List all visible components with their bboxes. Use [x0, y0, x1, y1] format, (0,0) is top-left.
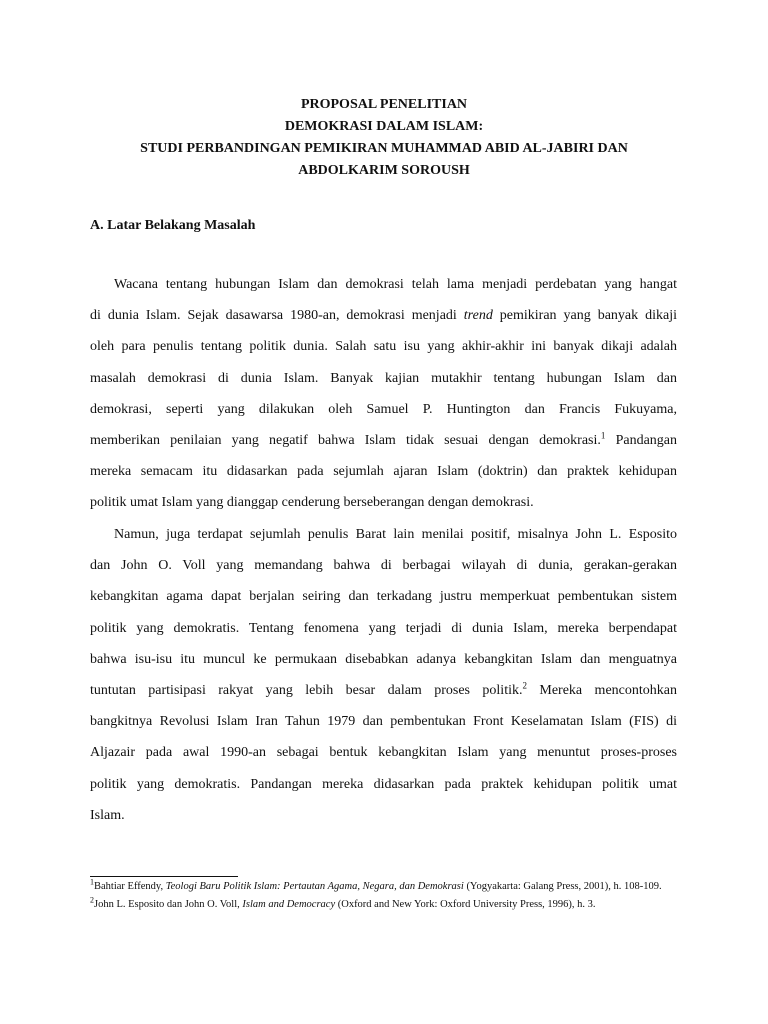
- paragraph-line: Namun, juga terdapat sejumlah penulis Barat lain menilai positif, misalnya John L. Esposito: [114, 527, 677, 542]
- paragraph-line: politik umat Islam yang dianggap cenderung berseberangan dengan demokrasi.: [90, 495, 534, 511]
- paragraph-line: Islam.: [90, 807, 125, 823]
- title-line-3: STUDI PERBANDINGAN PEMIKIRAN MUHAMMAD ABID AL-JABIRI DAN: [140, 141, 628, 156]
- paragraph-line: bangkitnya Revolusi Islam Iran Tahun 1979 dan pembentukan Front Keselamatan Islam (FIS) di: [90, 714, 677, 730]
- paragraph-1: [90, 269, 677, 519]
- text-run: Pandangan: [605, 433, 677, 449]
- text-run: Mereka mencontohkan: [526, 683, 677, 699]
- footnote-book-title: Islam and Democracy: [242, 899, 336, 910]
- paragraph-line: [90, 425, 677, 456]
- paragraph-line: kebangkitan agama dapat berjalan seiring dan terkadang justru memperkuat pembentukan sistem: [90, 589, 677, 605]
- footnote-number: 2: [90, 895, 94, 905]
- footnote-text: John L. Esposito dan John O. Voll,: [94, 899, 243, 910]
- footnote-ref-2[interactable]: 2: [522, 680, 527, 691]
- section-heading: A. Latar Belakang Masalah: [90, 218, 256, 233]
- paragraph-line: masalah demokrasi di dunia Islam. Banyak kajian mutakhir tentang hubungan Islam dan: [90, 370, 677, 386]
- footnote-separator: [90, 876, 238, 877]
- paragraph-line: mereka semacam itu didasarkan pada sejumlah ajaran Islam (doktrin) dan praktek kehidupan: [90, 464, 677, 480]
- paragraph-2: [90, 519, 677, 831]
- text-run: di dunia Islam. Sejak dasawarsa 1980-an, demokrasi menjadi: [90, 308, 464, 324]
- footnote-ref-1[interactable]: 1: [600, 430, 606, 441]
- text-run: memberikan penilaian yang negatif bahwa Islam tidak sesuai dengan demokrasi.: [90, 433, 601, 449]
- paragraph-line: Aljazair pada awal 1990-an sebagai bentuk kebangkitan Islam yang menuntut proses-proses: [90, 745, 677, 761]
- title-line-2: DEMOKRASI DALAM ISLAM:: [284, 119, 484, 134]
- paragraph-line: politik yang demokratis. Pandangan mereka didasarkan pada praktek kehidupan politik umat: [90, 776, 677, 792]
- footnotes: [90, 877, 677, 912]
- footnote-1: [90, 877, 677, 894]
- title-line-4: ABDOLKARIM SOROUSH: [298, 163, 470, 178]
- footnote-text: Bahtiar Effendy,: [94, 881, 166, 892]
- paragraph-line: oleh para penulis tentang politik dunia. Salah satu isu yang akhir-akhir ini banyak dikaji adalah: [90, 339, 677, 355]
- title-line-1: PROPOSAL PENELITIAN: [300, 97, 468, 112]
- paragraph-line: demokrasi, seperti yang dilakukan oleh Samuel P. Huntington dan Francis Fukuyama,: [90, 401, 677, 417]
- text-run: pemikiran yang banyak dikaji: [492, 308, 677, 324]
- paragraph-line: bahwa isu-isu itu muncul ke permukaan disebabkan adanya kebangkitan Islam dan menguatnya: [90, 651, 677, 667]
- footnote-number: 1: [90, 877, 94, 887]
- paragraph-line: politik yang demokratis. Tentang fenomena yang terjadi di dunia Islam, mereka berpendapat: [90, 620, 677, 636]
- italic-term: trend: [463, 308, 493, 324]
- paragraph-line: [90, 675, 677, 706]
- paragraph-line: [90, 300, 677, 331]
- footnote-book-title: Teologi Baru Politik Islam: Pertautan Agama, Negara, dan Demokrasi: [165, 881, 464, 892]
- footnote-2: [90, 895, 677, 912]
- footnote-text: (Oxford and New York: Oxford University Press, 1996), h. 3.: [335, 899, 596, 910]
- paragraph-line: dan John O. Voll yang memandang bahwa di berbagai wilayah di dunia, gerakan-gerakan: [90, 558, 677, 574]
- text-run: tuntutan partisipasi rakyat yang lebih besar dalam proses politik.: [90, 683, 523, 699]
- paragraph-line: Wacana tentang hubungan Islam dan demokrasi telah lama menjadi perdebatan yang hangat: [114, 277, 677, 292]
- footnote-text: (Yogyakarta: Galang Press, 2001), h. 108-109.: [463, 881, 662, 892]
- document-title: [60, 94, 708, 182]
